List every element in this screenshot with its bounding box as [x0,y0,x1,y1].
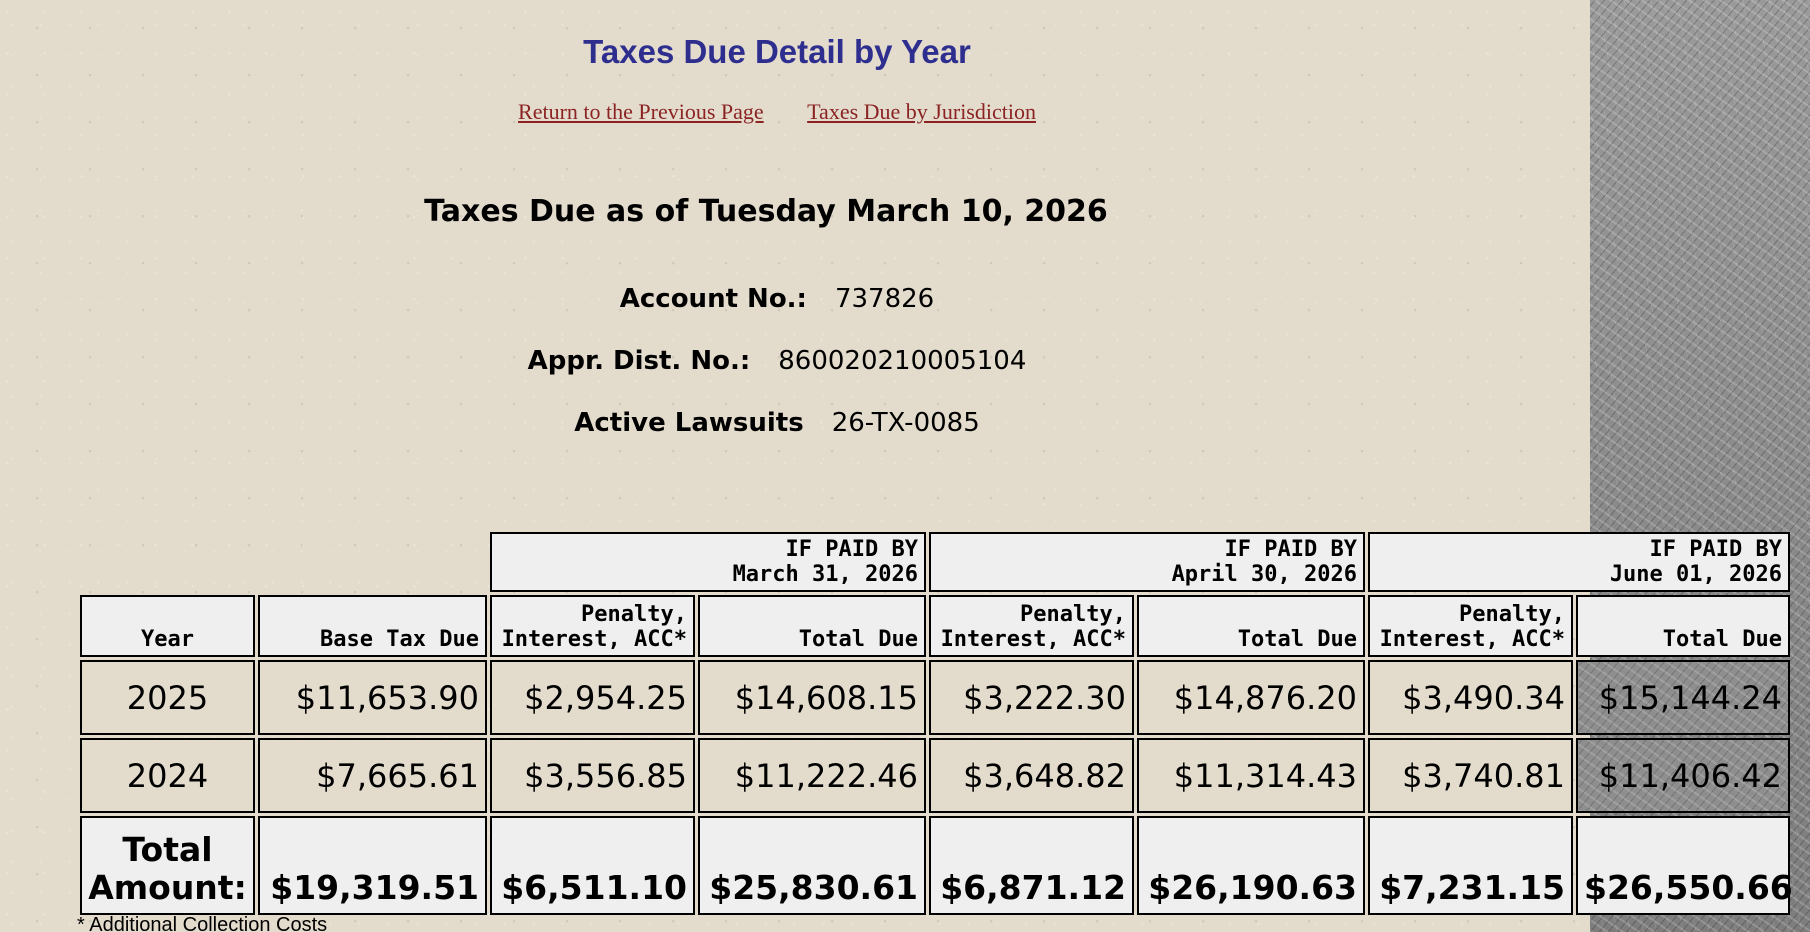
column-header-year: Year [80,595,255,657]
taxes-due-as-of-heading: Taxes Due as of Tuesday March 10, 2026 [424,194,1108,229]
table-row [80,660,1790,735]
total-base-tax: $19,319.51 [258,816,487,915]
period-header-line1: IF PAID BY [1649,537,1782,562]
penalty-header-line2: Interest, ACC* [940,627,1126,652]
appraisal-district-number-line [0,346,1554,376]
total-due-cell-march: $14,608.15 [698,660,926,735]
appraisal-district-number-label: Appr. Dist. No.: [527,346,751,376]
year-cell: 2024 [80,738,255,813]
penalty-header-line2: Interest, ACC* [1379,627,1565,652]
period-header-date: March 31, 2026 [732,562,918,587]
penalty-cell-march: $2,954.25 [490,660,695,735]
column-header-base-tax: Base Tax Due [258,595,487,657]
column-header-total-due: Total Due [698,595,926,657]
page-title: Taxes Due Detail by Year [583,33,971,70]
total-due-cell-april: $11,314.43 [1137,738,1365,813]
penalty-cell-april: $3,648.82 [929,738,1134,813]
penalty-cell-april: $3,222.30 [929,660,1134,735]
account-number-value: 737826 [834,284,935,314]
active-lawsuits-label: Active Lawsuits [574,408,804,438]
blank-header-cell [80,532,255,592]
penalty-header-line1: Penalty, [1459,602,1565,627]
account-number-label: Account No.: [619,284,807,314]
penalty-cell-june: $3,490.34 [1368,660,1573,735]
period-header-march [490,532,926,592]
total-due-april: $26,190.63 [1137,816,1365,915]
account-number-line [0,284,1554,314]
total-penalty-june: $7,231.15 [1368,816,1573,915]
additional-collection-costs-footnote: * Additional Collection Costs [77,914,328,932]
taxes-due-table [77,529,1793,918]
column-header-penalty [490,595,695,657]
column-header-total-due: Total Due [1137,595,1365,657]
active-lawsuits-line [0,408,1554,438]
period-header-line1: IF PAID BY [1224,537,1357,562]
year-cell: 2025 [80,660,255,735]
base-tax-cell: $11,653.90 [258,660,487,735]
penalty-header-line2: Interest, ACC* [501,627,687,652]
table-row [80,738,1790,813]
total-label-line1: Total [122,830,213,869]
total-due-march: $25,830.61 [698,816,926,915]
base-tax-cell: $7,665.61 [258,738,487,813]
period-header-row [80,532,1790,592]
appraisal-district-number-value: 860020210005104 [778,346,1027,376]
blank-header-cell [258,532,487,592]
totals-row [80,816,1790,915]
column-header-penalty [1368,595,1573,657]
penalty-cell-june: $3,740.81 [1368,738,1573,813]
total-due-june: $26,550.66 [1576,816,1790,915]
period-header-date: April 30, 2026 [1171,562,1357,587]
penalty-cell-march: $3,556.85 [490,738,695,813]
column-header-penalty [929,595,1134,657]
active-lawsuits-value: 26-TX-0085 [831,408,980,438]
period-header-june [1368,532,1790,592]
column-header-total-due: Total Due [1576,595,1790,657]
total-penalty-april: $6,871.12 [929,816,1134,915]
column-header-row [80,595,1790,657]
total-label-line2: Amount: [88,868,247,907]
total-due-cell-april: $14,876.20 [1137,660,1365,735]
penalty-header-line1: Penalty, [581,602,687,627]
return-previous-page-link[interactable]: Return to the Previous Page [518,99,764,124]
period-header-date: June 01, 2026 [1609,562,1782,587]
nav-links [0,99,1554,125]
total-due-cell-june: $15,144.24 [1576,660,1790,735]
total-penalty-march: $6,511.10 [490,816,695,915]
period-header-april [929,532,1365,592]
period-header-line1: IF PAID BY [785,537,918,562]
total-due-cell-june: $11,406.42 [1576,738,1790,813]
penalty-header-line1: Penalty, [1020,602,1126,627]
total-due-cell-march: $11,222.46 [698,738,926,813]
total-amount-label [80,816,255,915]
taxes-by-jurisdiction-link[interactable]: Taxes Due by Jurisdiction [807,99,1036,124]
